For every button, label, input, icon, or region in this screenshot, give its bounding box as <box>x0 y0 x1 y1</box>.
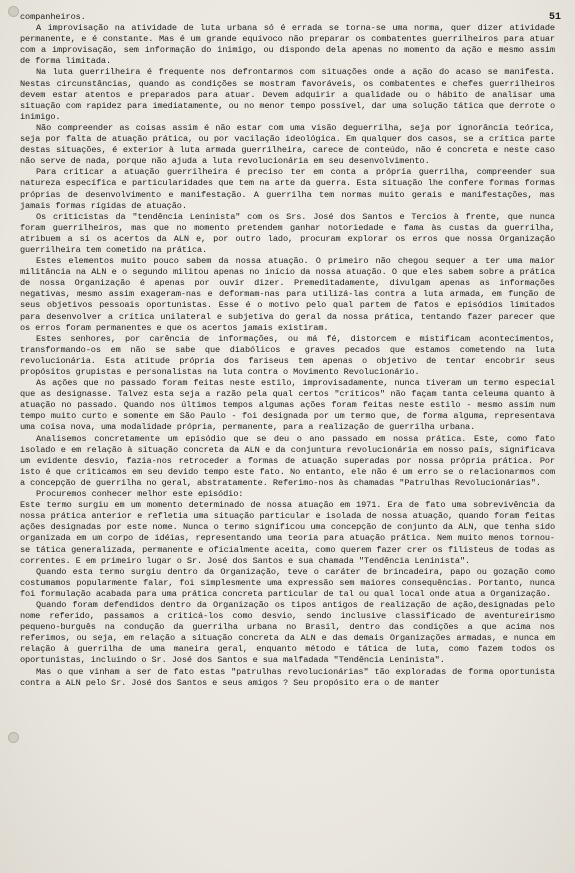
paragraph: Estes senhores, por carência de informações, ou má fé, distorcem e mistificam acontecimentos, transformando-os em não se sabe que diabólicos e graves pecados que estamos cometendo na luta revolucionária. Esta atitude própria dos fariseus tem apenas o objetivo de tentar encobrir seus propósitos grupistas e personalistas na luta contra o Movimento Revolucionário. <box>20 333 555 377</box>
paragraph: Este termo surgiu em um momento determinado de nossa atuação em 1971. Era de fato uma sobrevivência da nossa prática anterior e refletia uma situação particular e isolada de nossa atuação, quando foram feitas ações designadas por este nome. Nunca o termo significou uma concepção de conjunto da ALN, que tenha sido organizada em um corpo de idéias, representando uma teoria para atuação prática. Nem muito menos tornou-se tática generalizada, permanente e oficialmente aceita, como querem fazer crer os filisteus de todas as correntes. E em primeiro lugar o Sr. José dos Santos e sua chamada "Tendência Leninista". <box>20 500 555 566</box>
paragraph: As ações que no passado foram feitas neste estilo, improvisadamente, nunca tiveram um termo especial que as designasse. Talvez esta seja a razão pela qual certos "críticos" não façam tanta celeuma quanto à atuação no passado. Quando nos últimos tempos algumas ações foram feitas neste estilo - mesmo assim num tempo muito curto e somente em São Paulo - foi designada por um termo que, de forma alguma, representava uma coisa nova, uma modalidade própria, permanente, para a realização de guerrilha urbana. <box>20 378 555 433</box>
paragraph: Na luta guerrilheira é frequente nos defrontarmos com situações onde a ação do acaso se manifesta. Nestas circunstâncias, quando as condições se mostram favoráveis, os combatentes e chefes guerrilheiros devem estar atentos e preparados para atuar. Devem adquirir a qualidade ou o hábito de analisar uma situação com rapidez para imediatamente, ou no menor tempo possível, dar uma solução tática que derrote o inimigo. <box>20 67 555 122</box>
punch-hole <box>8 6 19 17</box>
paragraph: Analisemos concretamente um episódio que se deu o ano passado em nossa prática. Este, como fato isolado e em relação à situação concreta da ALN e da conjuntura revolucionária em nosso país, significava um evidente desvio, fazia-nos retroceder a formas de atuação superadas por nossa própria prática. Por isto é que criticamos em seu devido tempo este fato. No entanto, ele não é um erro se o relacionarmos com a concepção de guerrilha no geral, abstratamente. Referimo-nos às chamadas "Patrulhas Revolucionárias". <box>20 433 555 488</box>
paragraph: Para criticar a atuação guerrilheira é preciso ter em conta a própria guerrilha, compreender sua natureza específica e particularidades que tem na arte da guerra. Esta situação lhe confere formas formas próprias de desenvolvimento e manifestação. A guerrilha tem normas muito gerais e manifestações, mas jamais formas rígidas de atuação. <box>20 167 555 211</box>
paragraph: Procuremos conhecer melhor este episódio: <box>36 489 244 500</box>
paragraph: A improvisação na atividade de luta urbana só é errada se torna-se uma norma, quer dizer atividade permanente, e é constante. Mas é um grande equívoco não preparar os combatentes guerrilheiros para atuar com a improvisação, sem informação do inimigo, ou dispondo dela apenas no momento da ação e mesmo assim de forma limitada. <box>20 23 555 67</box>
body-text <box>20 12 555 689</box>
paragraph: Os criticistas da "tendência Leninista" com os Srs. José dos Santos e Tercios à frente, que nunca foram guerrilheiros, mas que no momento pretendem ganhar notoriedade e fama às custas da guerrilha, atribuem a si os acertos da ALN e, por outro lado, procuram explorar os erros que nossa Organização guerrilheira tem cometido na prática. <box>20 211 555 255</box>
paragraph: Mas o que vinham a ser de fato estas "patrulhas revolucionárias" tão exploradas de forma oportunista contra a ALN pelo Sr. José dos Santos e seus amigos ? Seu propósito era o de manter <box>20 666 555 688</box>
paragraph: Quando esta termo surgiu dentro da Organização, teve o caráter de brincadeira, papo ou gozação como costumamos popularmente falar, foi simplesmente uma expressão sem maiores consequências. Portanto, nunca foi formulação acabada para uma prática concreta particular de tal ou qual local onde atua a Organização. <box>20 566 555 599</box>
paragraph: Quando foram defendidos dentro da Organização os tipos antigos de realização de ação,designadas pelo nome referido, passamos a criticá-los como desvio, sendo inclusive classificado de aventureirismo pequeno-burguês na condução da guerrilha urbana no Brasil, dentro das condições a que acima nos referimos, ou seja, em relação a situação concreta da ALN e das demais Organizações armadas, e nunca em relação à guerrilha de uma maneira geral, enquanto método e tática de luta, como fazem todos os oportunistas, incluindo o Sr. José dos Santos e sua malfadada "Tendência Leninista". <box>20 599 555 666</box>
paragraph: companheiros. <box>20 12 86 22</box>
paragraph: Não compreender as coisas assim é não estar com uma visão deguerrilha, seja por ignorância teórica, seja por falta de atuação prática, ou por vacilação ideológica. Em qualquer dos casos, se a crítica parte destas situações, é exterior à luta armada guerrilheira, carece de conteúdo, não é concreta e neste caso não serve de nada, porque não ajuda a luta revolucionária em seu desenvolvimento. <box>20 122 555 167</box>
punch-hole <box>8 732 19 743</box>
paragraph: Estes elementos muito pouco sabem da nossa atuação. O primeiro não chegou sequer a ter uma maior militância na ALN e o segundo militou apenas no início da nossa atuação. O que eles sabem sobre a prática de nossa Organização é apenas por ouvir dizer. Premeditadamente, divulgam apenas as informações negativas, mesmo assim exageram-nas e deformam-nas para utilizá-las contra a luta armada, em função de seus objetivos pessoais oportunistas. Esse é o motivo pelo qual partem de fatos e episódios limitados para desenvolver a crítica unilateral e subjetiva do geral da nossa prática, tentando fazer parecer que os erros foram permanentes e que os acertos jamais existiram. <box>20 256 555 333</box>
page-number: 51 <box>548 12 561 23</box>
